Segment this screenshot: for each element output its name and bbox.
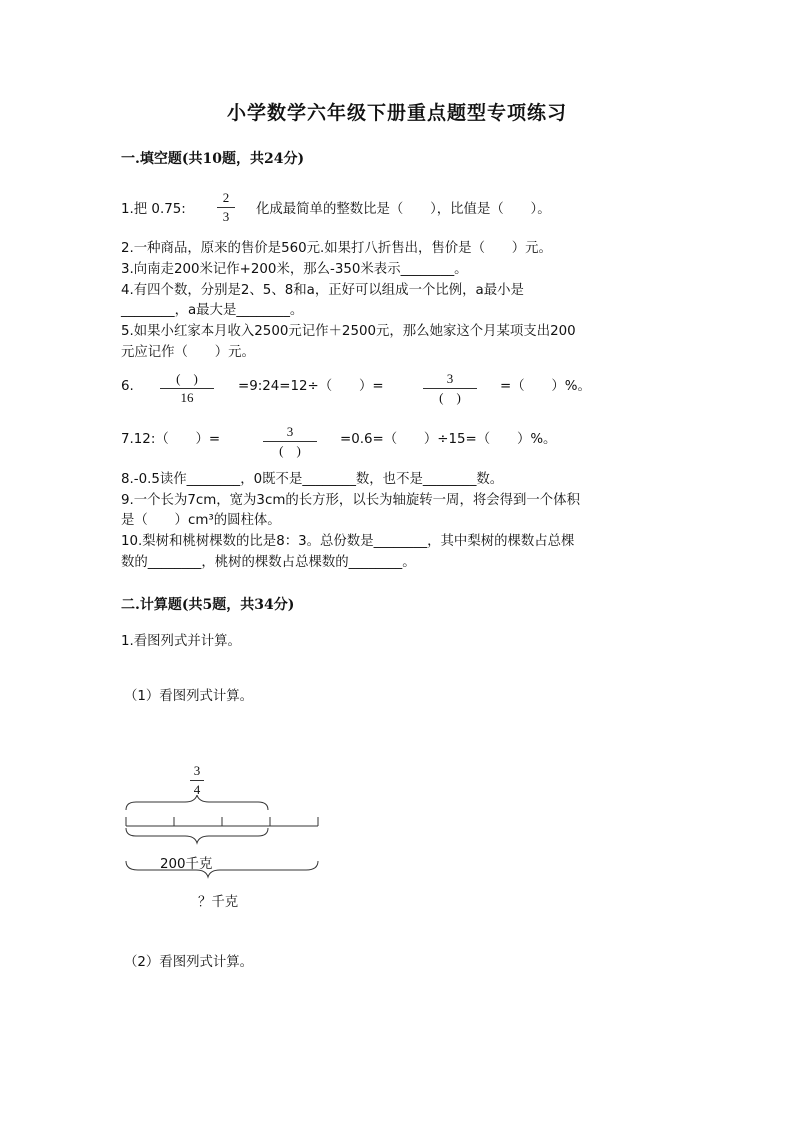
question-6-label: 6. bbox=[121, 379, 134, 394]
question-5-line-1: 5.如果小红家本月收入2500元记作＋2500元，那么她家这个月某项支出200 bbox=[121, 324, 576, 339]
question-7-fraction bbox=[263, 424, 317, 459]
fraction-denominator: 4 bbox=[193, 782, 201, 797]
fraction-denominator: ( ) bbox=[279, 443, 301, 458]
question-7-part-b: =0.6=（ ）÷15=（ ）%。 bbox=[340, 432, 557, 447]
question-6-end: =（ ）%。 bbox=[500, 379, 591, 394]
section-1-heading: 一.填空题(共10题，共24分) bbox=[121, 151, 305, 167]
fraction-denominator: 3 bbox=[222, 209, 230, 224]
diagram-label-200kg: 200千克 bbox=[160, 857, 213, 872]
subquestion-1-label: （1）看图列式计算。 bbox=[124, 689, 254, 704]
fraction-numerator: 3 bbox=[286, 424, 294, 439]
page-title: 小学数学六年级下册重点题型专项练习 bbox=[226, 102, 567, 124]
section-2-question-1: 1.看图列式并计算。 bbox=[121, 634, 241, 649]
question-10-line-2: 数的________，桃树的棵数占总棵数的________。 bbox=[121, 555, 416, 570]
fraction-denominator: ( ) bbox=[439, 390, 461, 405]
fraction-bar bbox=[423, 388, 477, 389]
fraction-denominator: 16 bbox=[180, 390, 194, 405]
question-8: 8.-0.5读作________，0既不是________数，也不是________数。 bbox=[121, 472, 504, 487]
bottom-brace bbox=[126, 861, 318, 877]
question-9-line-1: 9.一个长为7cm，宽为3cm的长方形，以长为轴旋转一周，将会得到一个体积 bbox=[121, 493, 580, 508]
fraction-numerator: 2 bbox=[222, 190, 230, 205]
fraction-numerator: 3 bbox=[193, 763, 201, 778]
question-4-line-2: ________，a最大是________。 bbox=[121, 303, 304, 318]
question-6-fraction-2 bbox=[423, 371, 477, 406]
question-6-middle: =9:24=12÷（ ）= bbox=[238, 379, 384, 394]
fraction-bar bbox=[160, 388, 214, 389]
question-7-part-a: 7.12:（ ）= bbox=[121, 432, 221, 447]
middle-brace bbox=[126, 828, 268, 843]
question-3: 3.向南走200米记作+200米，那么-350米表示________。 bbox=[121, 262, 468, 277]
question-1-part-b: 化成最简单的整数比是（ ），比值是（ ）。 bbox=[256, 202, 551, 217]
question-2: 2.一种商品，原来的售价是560元.如果打八折售出，售价是（ ）元。 bbox=[121, 241, 552, 256]
question-5-line-2: 元应记作（ ）元。 bbox=[121, 345, 255, 360]
diagram-label-unknown: ？千克 bbox=[198, 895, 239, 910]
question-10-line-1: 10.梨树和桃树棵数的比是8：3。总份数是________，其中梨树的棵数占总棵 bbox=[121, 534, 575, 549]
section-2-heading: 二.计算题(共5题，共34分) bbox=[121, 597, 295, 613]
question-9-line-2: 是（ ）cm³的圆柱体。 bbox=[121, 513, 281, 528]
fraction-bar bbox=[263, 441, 317, 442]
fraction-bar bbox=[190, 780, 204, 781]
question-6-fraction-1 bbox=[160, 371, 214, 406]
question-1-fraction bbox=[217, 190, 235, 225]
subquestion-2-label: （2）看图列式计算。 bbox=[124, 955, 254, 970]
top-brace bbox=[126, 795, 268, 810]
question-4-line-1: 4.有四个数，分别是2、5、8和a，正好可以组成一个比例，a最小是 bbox=[121, 283, 524, 298]
fraction-numerator: ( ) bbox=[176, 371, 198, 386]
bar-diagram bbox=[110, 795, 340, 885]
fraction-numerator: 3 bbox=[446, 371, 454, 386]
question-1-part-a: 1.把 0.75: bbox=[121, 202, 186, 217]
fraction-bar bbox=[217, 207, 235, 208]
diagram-fraction-label bbox=[190, 763, 204, 798]
